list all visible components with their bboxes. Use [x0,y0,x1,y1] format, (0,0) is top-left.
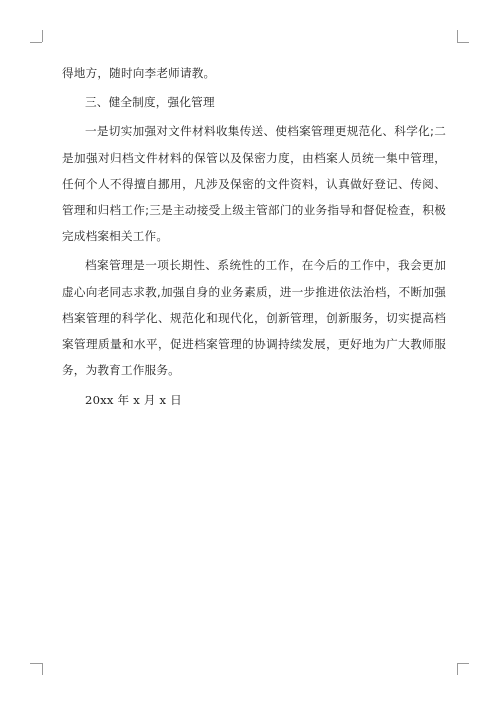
paragraph-conclusion: 档案管理是一项长期性、系统性的工作，在今后的工作中，我会更加虚心向老同志求教,加强自身的业务素质，进一步推进依法治档，不断加强档案管理的科学化、规范化和现代化，创新管理，创新服务，切实提高档案管理质量和水平，促进档案管理的协调持续发展，更好地为广大教师服务，为教育工作服务。 [62,258,446,378]
paragraph-measures: 一是切实加强对文件材料收集传送、使档案管理更规范化、科学化;二是加强对归档文件材料的保管以及保密力度，由档案人员统一集中管理，任何个人不得擅自挪用，凡涉及保密的文件资料，认真做好登记、传阅、管理和归档工作;三是主动接受上级主管部门的业务指导和督促检查，积极完成档案相关工作。 [62,124,446,244]
document-date: 20xx 年 x 月 x 日 [85,393,182,408]
document-body [62,60,446,417]
section-heading: 三、健全制度，强化管理 [85,95,215,110]
paragraph-continuation: 得地方，随时向李老师请教。 [62,66,216,80]
